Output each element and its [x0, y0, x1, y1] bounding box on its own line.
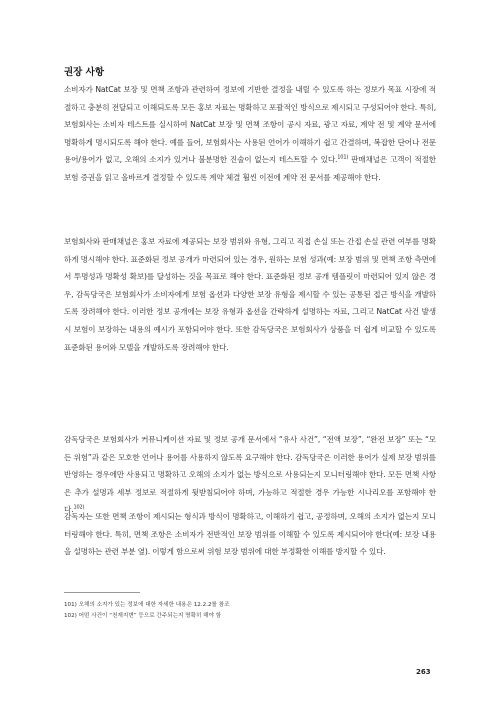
section-heading: 권장 사항 [64, 67, 105, 78]
footnote-divider [64, 592, 140, 593]
paragraph-4 [64, 508, 436, 561]
paragraph-2 [64, 233, 436, 356]
paragraph-1-text-cont: 판매채널은 고객이 적절한 보험 증권을 읽고 올바르게 결정할 수 있도록 계약 체결 훨씬 이전에 계약 전 문서를 제공해야 한다. [64, 155, 436, 182]
paragraph-2-text: 보험회사와 판매채널은 홍보 자료에 제공되는 보장 범위와 유형, 그리고 직접 손실 또는 간접 손실 관련 여부를 명확하게 명시해야 한다. 표준화된 정보 공개가 마련되어 있는 경우, 원하는 보험 성과(예: 보장 범위 및 면책 조항 측면에서 투명성과 명확성 확보)를 달성하는 것을 목표로 해야 한다. 표준화된 정보 공개 템플릿이 마련되어 있지 않은 경우, 감독당국은 보험회사가 소비자에게 보험 옵션과 다양한 보장 유형을 제시할 수 있는 공통된 접근 방식을 개발하도록 장려해야 한다. 이러한 정보 공개에는 보장 유형과 옵션을 간략하게 설명하는 자료, 그리고 NatCat 사건 발생 시 보험이 보장하는 내용의 예시가 포함되어야 한다. 또한 감독당국은 보험회사가 상품을 더 쉽게 비교할 수 있도록 표준화된 용어와 모델을 개발하도록 장려해야 한다. [64, 237, 436, 352]
paragraph-4-text: 감독자는 또한 면책 조항이 제시되는 형식과 방식이 명확하고, 이해하기 쉽고, 공정하며, 오해의 소지가 없는지 모니터링해야 한다. 특히, 면책 조항은 소비자가 전반적인 보장 범위를 이해할 수 있도록 제시되어야 한다(예: 보장 내용을 설명하는 관련 부분 옆). 이렇게 함으로써 위험 보장 범위에 대한 부정확한 이해를 방지할 수 있다. [64, 512, 436, 557]
footnotes [64, 600, 436, 622]
footnote-ref-102: 102) [73, 504, 85, 511]
footnote-102: 102) 어떤 사건이 “천재지변” 등으로 간주되는지 명확히 해야 함 [64, 613, 222, 619]
paragraph-1-text: 소비자가 NatCat 보장 및 면책 조항과 관련하여 정보에 기반한 결정을 내릴 수 있도록 하는 정보가 목표 시장에 적절하고 충분히 전달되고 이해되도록 모든 홍보 자료는 명확하고 포괄적인 방식으로 제시되고 구성되어야 한다. 특히, 보험회사는 소비자 테스트를 실시하여 NatCat 보장 및 면책 조항이 공시 자료, 광고 자료, 계약 전 및 계약 문서에 명확하게 명시되도록 해야 한다. 예를 들어, 보험회사는 사용된 언어가 이해하기 쉽고 간결하며, 복잡한 단어나 전문 용어/용어가 없고, 오해의 소지가 있거나 불분명한 진술이 없는지 테스트할 수 있다. [64, 85, 436, 165]
footnote-101: 101) 오해의 소지가 있는 정보에 대한 자세한 내용은 12.2.2를 참조 [64, 602, 230, 608]
paragraph-3-text: 감독당국은 보험회사가 커뮤니케이션 자료 및 정보 공개 문서에서 “유사 사건”, “전액 보장”, “완전 보장” 또는 “모든 위험”과 같은 모호한 언어나 용어를 사용하지 않도록 요구해야 한다. 감독당국은 이러한 용어가 실제 보장 범위를 반영하는 경우에만 사용되고 명확하고 오해의 소지가 없는 방식으로 사용되는지 모니터링해야 한다. 모든 면책 사항은 추가 설명과 세부 정보로 적절하게 뒷받침되어야 하며, 가능하고 적절한 경우 가능한 시나리오를 포함해야 한다. [64, 435, 436, 515]
paragraph-1 [64, 81, 436, 187]
paragraph-3 [64, 431, 436, 519]
page-number: 263 [416, 668, 431, 676]
footnote-ref-101: 101) [337, 154, 349, 161]
